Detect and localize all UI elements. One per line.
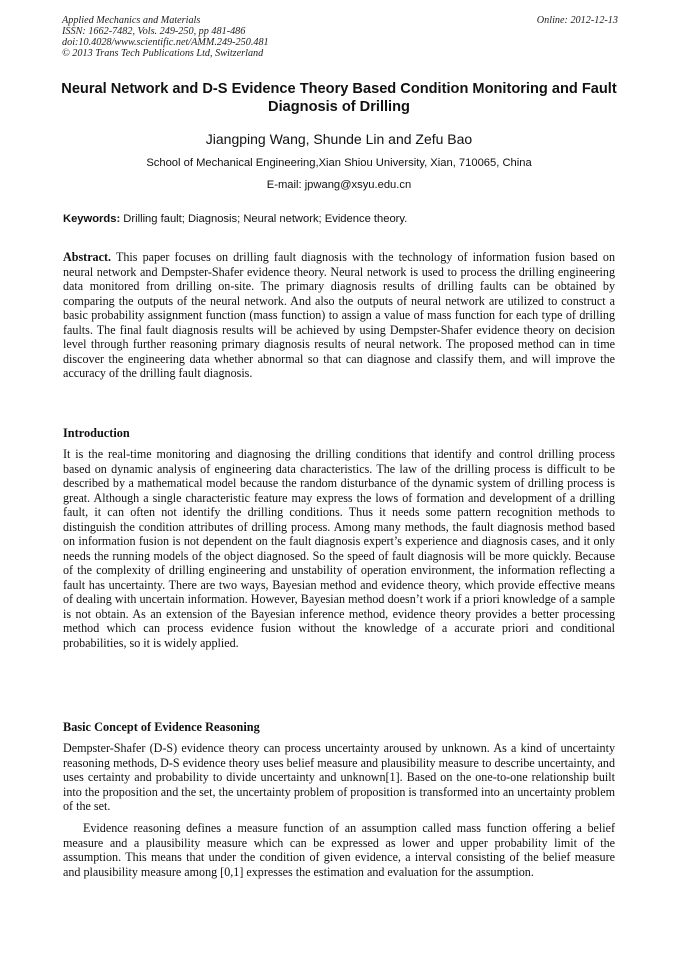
online-date: Online: 2012-12-13 (536, 15, 618, 26)
abstract (63, 250, 615, 381)
section-heading-introduction: Introduction (63, 426, 130, 440)
basic-concept-paragraph-1: Dempster-Shafer (D-S) evidence theory can process uncertainty aroused by unknown. As a kind of uncertainty reasoning methods, D-S evidence theory uses belief measure and plausibility measure to describe uncertainty, and uses certainty and probability to divide uncertainty and unknown[1]. Based on the one-to-one relationship built into the proposition and the set, the uncertainty problem of proposition is transformed into an uncertainty problem of the set. (63, 741, 615, 813)
abstract-label: Abstract. (63, 250, 112, 264)
section-heading-basic-concept: Basic Concept of Evidence Reasoning (63, 720, 260, 734)
introduction-paragraph: It is the real-time monitoring and diagnosing the drilling conditions that identify and control drilling process based on dynamic analysis of engineering data characteristics. The law of the drilling process is difficult to be described by a mathematical model because the random disturbance of the dynamic system of drilling process is great. Although a single characteristic feature may express the lows of formation and development of a drilling fault, it can often not identify the drilling conditions. Thus it needs some pattern recognition methods to distinguish the condition attributes of drilling process. Among many methods, the fault diagnosis method based on information fusion is not dependent on the fault diagnosis expert’s experience and diagnosis cases, and it only needs the running models of the object diagnosed. So the speed of fault diagnosis will be more quickly. Because of the complexity of drilling engineering and unstability of operation environment, the information reflecting a fault has uncertainty. There are two ways, Bayesian method and evidence theory, which provide effective means of dealing with uncertain information. However, Bayesian method doesn’t work if a priori knowledge of a sample is not obtain. As an extension of the Bayesian inference method, evidence theory provides a better processing method which can process evidence fusion without the knowledge of a accurate priori and conditional probabilities, so it is widely applied. (63, 447, 615, 650)
author-email: E-mail: jpwang@xsyu.edu.cn (266, 179, 412, 191)
paper-title: Neural Network and D-S Evidence Theory Based Condition Monitoring and Fault Diagnosis of Drilling (61, 81, 617, 115)
doi-line: doi:10.4028/www.scientific.net/AMM.249-250.481 (62, 37, 269, 48)
basic-concept-paragraph-2: Evidence reasoning defines a measure function of an assumption called mass function offering a belief measure and a plausibility measure which can be expressed as lower and upper probability limit of the assumption. This means that under the condition of given evidence, a interval consisting of the belief measure and plausibility measure among [0,1] expresses the estimation and evaluation for the assumption. (63, 821, 615, 879)
author-list: Jiangping Wang, Shunde Lin and Zefu Bao (205, 131, 473, 147)
keywords-label: Keywords: (63, 213, 121, 225)
affiliation: School of Mechanical Engineering,Xian Shiou University, Xian, 710065, China (146, 157, 532, 169)
issn-line: ISSN: 1662-7482, Vols. 249-250, pp 481-486 (62, 26, 246, 37)
copyright-line: © 2013 Trans Tech Publications Ltd, Switzerland (62, 48, 264, 59)
keywords-text: Drilling fault; Diagnosis; Neural network; Evidence theory. (120, 213, 408, 225)
keywords (63, 212, 618, 226)
abstract-text: This paper focuses on drilling fault diagnosis with the technology of information fusion based on neural network and Dempster-Shafer evidence theory. Neural network is used to process the drilling engineering data monitored from drilling on-site. The primary diagnosis results of drilling faults can be obtained by comparing the outputs of the neural network. And also the outputs of neural network are utilized to construct a basic probability assignment function (mass function) to assign a value of mass function for each type of drilling faults. The final fault diagnosis results will be achieved by using Dempster-Shafer evidence theory on decision level through further reasoning primary diagnosis results of neural network. The proposed method can in time discover the engineering data whether abnormal so that can diagnose and classify them, and will improve the accuracy of the drilling fault diagnosis. (63, 250, 615, 380)
journal-name: Applied Mechanics and Materials (62, 15, 201, 26)
journal-header (62, 15, 618, 59)
